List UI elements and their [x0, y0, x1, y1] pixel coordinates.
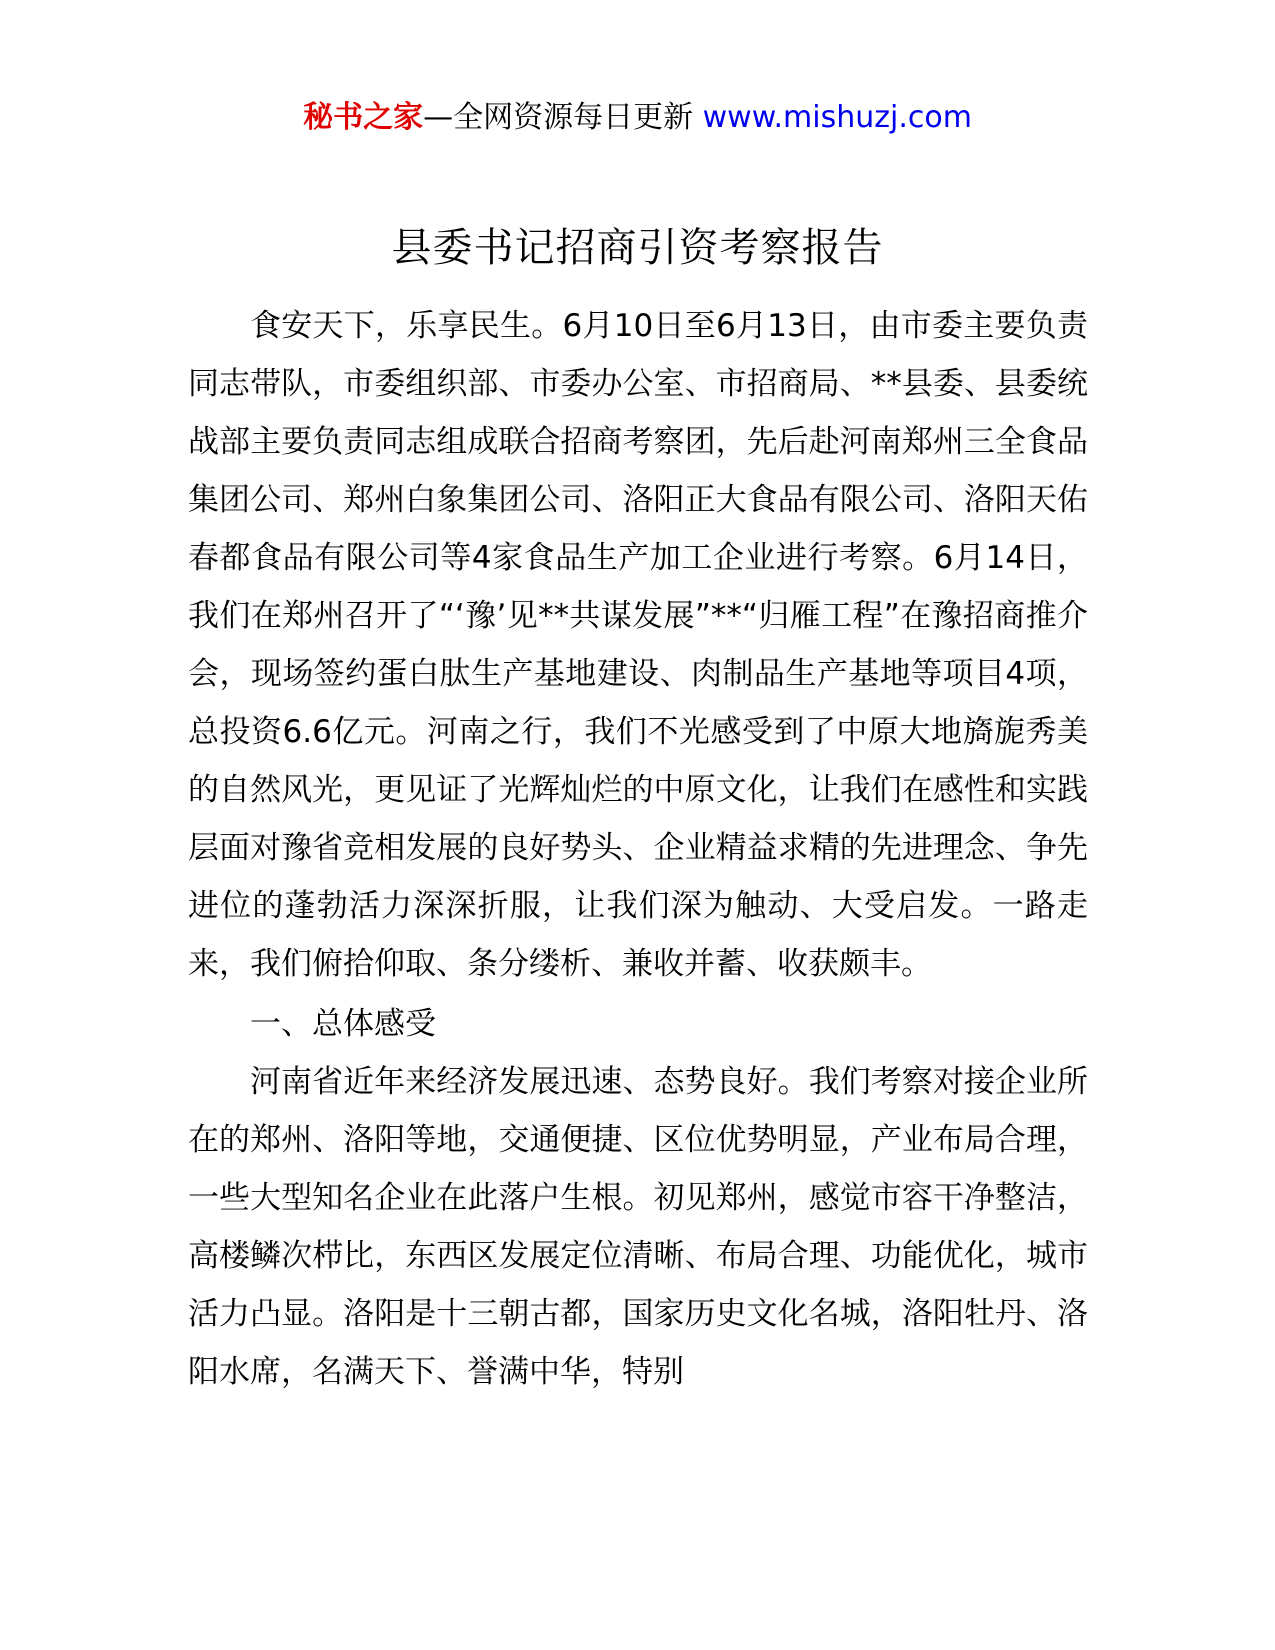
- document-body: [188, 297, 1088, 1401]
- site-url-link[interactable]: www.mishuzj.com: [702, 100, 972, 135]
- document-title: 县委书记招商引资考察报告: [391, 225, 884, 271]
- site-banner: [0, 98, 1275, 138]
- body-paragraph-intro: 食安天下，乐享民生。6月10日至6月13日，由市委主要负责同志带队，市委组织部、市委办公室、市招商局、**县委、县委统战部主要负责同志组成联合招商考察团，先后赴河南郑州三全食品集团公司、郑州白象集团公司、洛阳正大食品有限公司、洛阳天佑春都食品有限公司等4家食品生产加工企业进行考察。6月14日，我们在郑州召开了“‘豫’见**共谋发展”**“归雁工程”在豫招商推介会，现场签约蛋白肽生产基地建设、肉制品生产基地等项目4项，总投资6.6亿元。河南之行，我们不光感受到了中原大地旖旎秀美的自然风光，更见证了光辉灿烂的中原文化，让我们在感性和实践层面对豫省竞相发展的良好势头、企业精益求精的先进理念、争先进位的蓬勃活力深深折服，让我们深为触动、大受启发。一路走来，我们俯拾仰取、条分缕析、兼收并蓄、收获颇丰。: [188, 308, 1088, 982]
- site-brand: 秘书之家: [303, 100, 424, 135]
- body-paragraph-overall: 河南省近年来经济发展迅速、态势良好。我们考察对接企业所在的郑州、洛阳等地，交通便捷、区位优势明显，产业布局合理，一些大型知名企业在此落户生根。初见郑州，感觉市容干净整洁，高楼鳞次栉比，东西区发展定位清晰、布局合理、功能优化，城市活力凸显。洛阳是十三朝古都，国家历史文化名城，洛阳牡丹、洛阳水席，名满天下、誉满中华，特别: [188, 1064, 1088, 1390]
- site-tagline: —全网资源每日更新: [423, 100, 703, 135]
- section-heading-overall: 一、总体感受: [250, 1006, 436, 1042]
